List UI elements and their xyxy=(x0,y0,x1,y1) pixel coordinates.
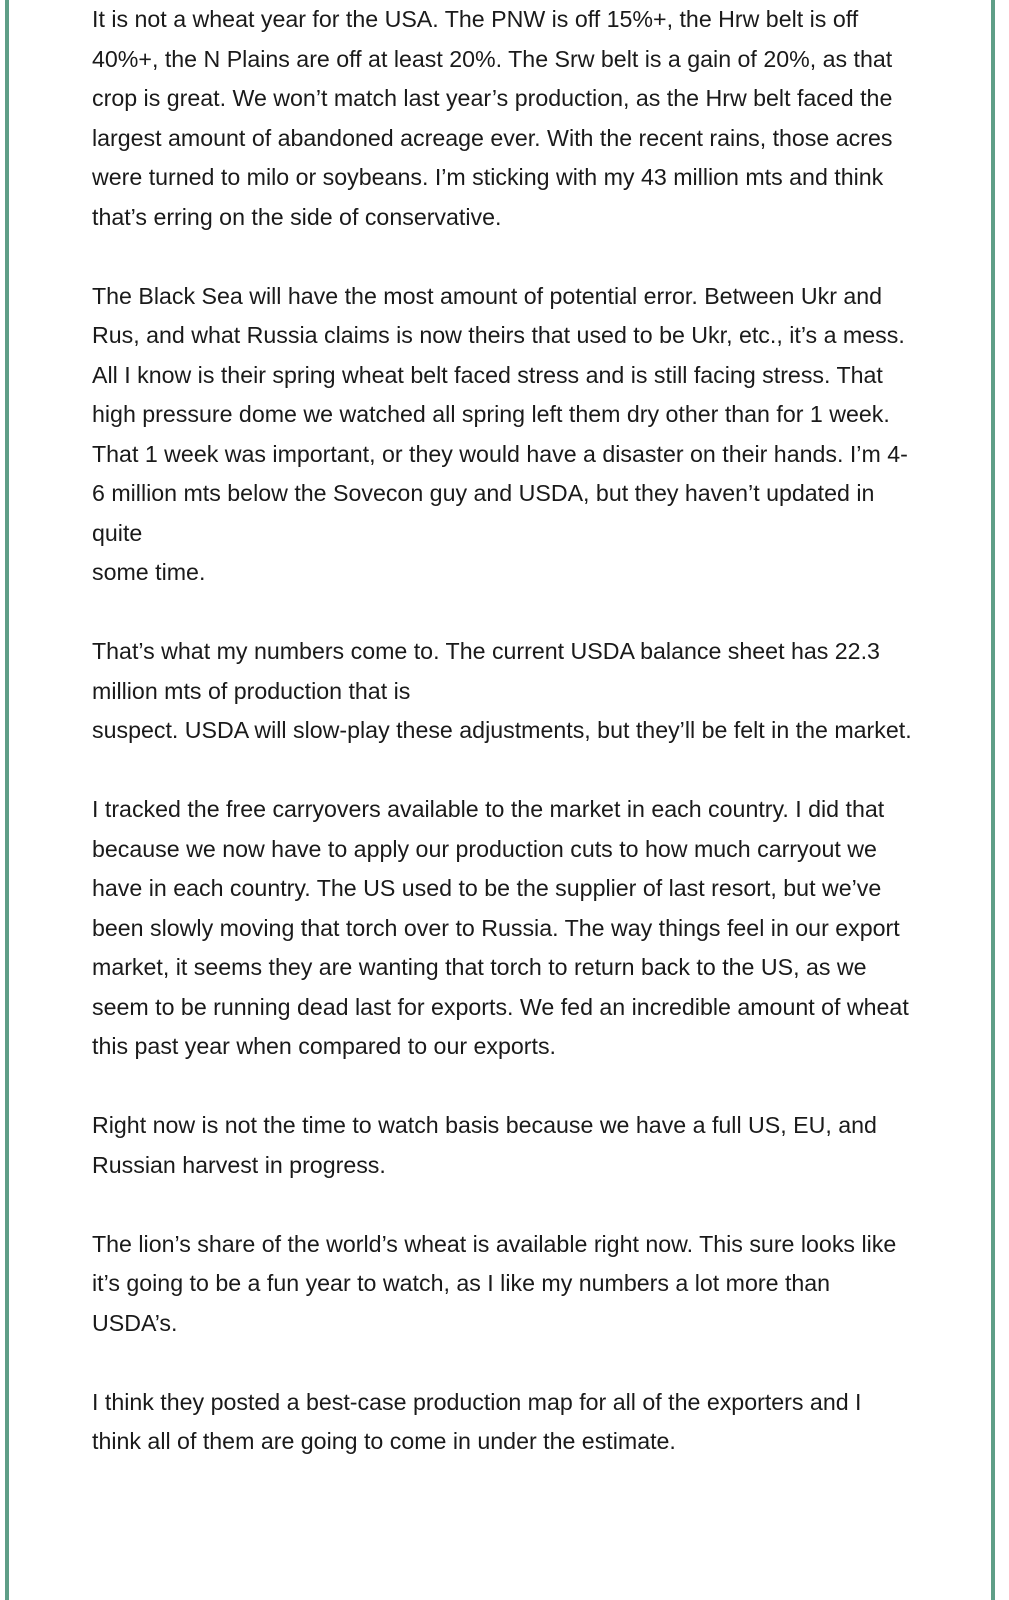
article-body xyxy=(92,0,912,1501)
left-accent-rule xyxy=(5,0,9,1600)
paragraph-production-map: I think they posted a best-case production map for all of the exporters and I think all of them are going to come in under the estimate. xyxy=(92,1388,862,1454)
right-accent-rule xyxy=(991,0,995,1600)
paragraph-lions-share: The lion’s share of the world’s wheat is available right now. This sure looks like it’s going to be a fun year to watch, as I like my numbers a lot more than USDA’s. xyxy=(92,1230,897,1336)
paragraph-free-carryovers: I tracked the free carryovers available to the market in each country. I did that because we now have to apply our production cuts to how much carryout we have in each country. The US used to be the supplier of last resort, but we’ve been slowly moving that torch over to Russia. The way things feel in our export market, it seems they are wanting that torch to return back to the US, as we seem to be running dead last for exports. We fed an incredible amount of wheat this past year when compared to our exports. xyxy=(92,796,909,1059)
paragraph-black-sea: The Black Sea will have the most amount of potential error. Between Ukr and Rus, and what Russia claims is now theirs that used to be Ukr, etc., it’s a mess. All I know is their spring wheat belt faced stress and is still facing stress. That high pressure dome we watched all spring left them dry other than for 1 week. That 1 week was important, or they would have a disaster on their hands. I’m 4-6 million mts below the Sovecon guy and USDA, but they haven’t updated in quite some time. xyxy=(92,282,908,585)
paragraph-basis: Right now is not the time to watch basis because we have a full US, EU, and Russian harvest in progress. xyxy=(92,1112,877,1178)
paragraph-us-wheat: It is not a wheat year for the USA. The PNW is off 15%+, the Hrw belt is off 40%+, the N Plains are off at least 20%. The Srw belt is a gain of 20%, as that crop is great. We won’t match last year’s production, as the Hrw belt faced the largest amount of abandoned acreage ever. With the recent rains, those acres were turned to milo or soybeans. I’m sticking with my 43 million mts and think that’s erring on the side of conservative. xyxy=(92,6,893,230)
paragraph-usda-balance-sheet: That’s what my numbers come to. The current USDA balance sheet has 22.3 million mts of production that is suspect. USDA will slow-play these adjustments, but they’ll be felt in the market. xyxy=(92,638,912,743)
